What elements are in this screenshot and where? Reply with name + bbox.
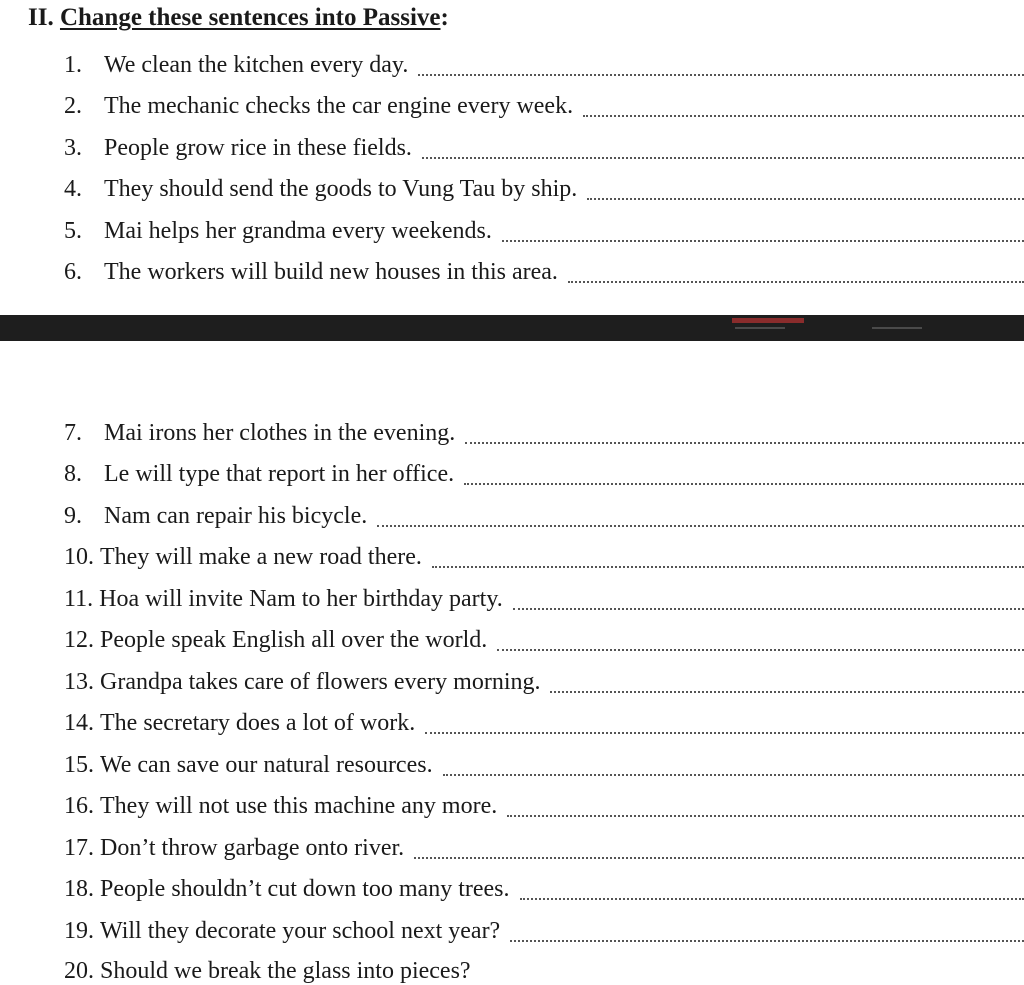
sentence-number: 1.: [64, 52, 104, 79]
heading-numeral: II.: [28, 4, 54, 31]
sentence-number: 11.: [64, 586, 93, 613]
sentence-number: 10.: [64, 544, 94, 571]
sentence-text: Mai irons her clothes in the evening.: [104, 420, 455, 447]
sentence-number: 15.: [64, 752, 94, 779]
sentence-text: People shouldn’t cut down too many trees.: [100, 876, 510, 903]
answer-blank[interactable]: [497, 649, 1024, 651]
sentence-text: Le will type that report in her office.: [104, 461, 454, 488]
sentence-number: 19.: [64, 918, 94, 945]
heading-title: Change these sentences into Passive: [60, 4, 441, 31]
sentence-text: People speak English all over the world.: [100, 627, 487, 654]
answer-blank[interactable]: [583, 115, 1024, 117]
exercise-heading: [28, 4, 449, 32]
sentence-item: [64, 586, 1024, 616]
sentence-text: The workers will build new houses in this area.: [104, 259, 558, 286]
sentence-text: They should send the goods to Vung Tau by ship.: [104, 176, 577, 203]
sentence-text: People grow rice in these fields.: [104, 135, 412, 162]
sentence-text: Will they decorate your school next year?: [100, 918, 500, 945]
answer-blank[interactable]: [422, 157, 1024, 159]
answer-blank[interactable]: [443, 774, 1024, 776]
answer-blank[interactable]: [502, 240, 1024, 242]
sentence-number: 2.: [64, 93, 104, 120]
sentence-number: 18.: [64, 876, 94, 903]
sentence-item: [64, 669, 1024, 699]
sentence-number: 16.: [64, 793, 94, 820]
sentence-item: [64, 259, 1024, 289]
sentence-text: Mai helps her grandma every weekends.: [104, 218, 492, 245]
page-break-line: [872, 327, 922, 329]
sentence-number: 14.: [64, 710, 94, 737]
answer-blank[interactable]: [418, 74, 1024, 76]
sentence-item: [64, 627, 1024, 657]
sentence-item: [64, 835, 1024, 865]
sentence-item: [64, 52, 1024, 82]
sentence-number: 12.: [64, 627, 94, 654]
sentence-item: [64, 218, 1024, 248]
sentence-number: 9.: [64, 503, 104, 530]
answer-blank[interactable]: [432, 566, 1024, 568]
sentence-item: [64, 135, 1024, 165]
answer-blank[interactable]: [510, 940, 1024, 942]
sentence-item: [64, 918, 1024, 948]
sentence-number: 6.: [64, 259, 104, 286]
sentence-text: Grandpa takes care of flowers every morning.: [100, 669, 540, 696]
answer-blank[interactable]: [377, 525, 1024, 527]
sentence-text: They will not use this machine any more.: [100, 793, 497, 820]
sentence-item: [64, 710, 1024, 740]
cutoff-sentence: 20. Should we break the glass into pieces?: [64, 958, 471, 985]
answer-blank[interactable]: [507, 815, 1024, 817]
sentence-item: [64, 793, 1024, 823]
sentence-number: 17.: [64, 835, 94, 862]
answer-blank[interactable]: [425, 732, 1024, 734]
sentence-item: [64, 544, 1024, 574]
sentence-item: [64, 176, 1024, 206]
answer-blank[interactable]: [464, 483, 1024, 485]
page-break-marker: [732, 318, 804, 323]
answer-blank[interactable]: [465, 442, 1024, 444]
answer-blank[interactable]: [587, 198, 1024, 200]
sentence-text: They will make a new road there.: [100, 544, 422, 571]
sentence-text: We can save our natural resources.: [100, 752, 433, 779]
sentence-number: 13.: [64, 669, 94, 696]
sentence-text: We clean the kitchen every day.: [104, 52, 408, 79]
heading-colon: :: [441, 4, 449, 31]
sentence-item: [64, 93, 1024, 123]
sentence-number: 8.: [64, 461, 104, 488]
sentence-number: 3.: [64, 135, 104, 162]
sentence-item: [64, 876, 1024, 906]
answer-blank[interactable]: [550, 691, 1024, 693]
answer-blank[interactable]: [414, 857, 1024, 859]
sentence-text: Hoa will invite Nam to her birthday party.: [99, 586, 503, 613]
sentence-text: The mechanic checks the car engine every week.: [104, 93, 573, 120]
page-break-line: [735, 327, 785, 329]
sentence-text: Nam can repair his bicycle.: [104, 503, 367, 530]
sentence-item: [64, 420, 1024, 450]
sentence-number: 5.: [64, 218, 104, 245]
sentence-item: [64, 461, 1024, 491]
sentence-item: [64, 752, 1024, 782]
sentence-item: [64, 503, 1024, 533]
answer-blank[interactable]: [520, 898, 1024, 900]
sentence-number: 7.: [64, 420, 104, 447]
sentence-text: Don’t throw garbage onto river.: [100, 835, 404, 862]
answer-blank[interactable]: [568, 281, 1024, 283]
answer-blank[interactable]: [513, 608, 1024, 610]
sentence-text: The secretary does a lot of work.: [100, 710, 415, 737]
sentence-number: 4.: [64, 176, 104, 203]
page-break-band: [0, 315, 1024, 341]
